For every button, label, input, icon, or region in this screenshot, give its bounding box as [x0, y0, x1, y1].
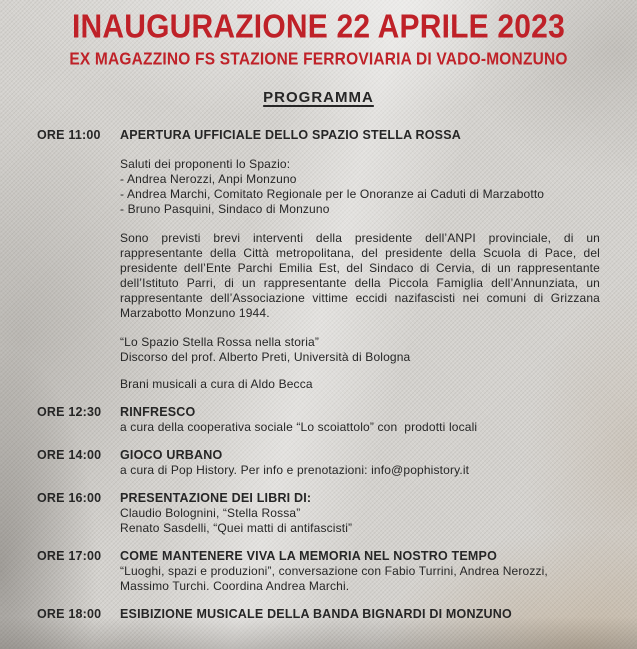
event-content: [120, 128, 600, 392]
book-line: Claudio Bolognini, “Stella Rossa”: [120, 506, 301, 520]
schedule-row-17-00: [37, 549, 600, 594]
event-title: COME MANTENERE VIVA LA MEMORIA NEL NOSTRO TEMPO: [120, 549, 498, 563]
time-label: ORE 16:00: [37, 491, 102, 505]
event-title: RINFRESCO: [120, 405, 196, 419]
event-detail-line: a cura della cooperativa sociale “Lo scoiattolo” con prodotti locali: [120, 420, 478, 434]
program-heading: PROGRAMMA: [263, 89, 374, 106]
event-title: ESIBIZIONE MUSICALE DELLA BANDA BIGNARDI DI MONZUNO: [120, 607, 512, 621]
schedule-row-16-00: [37, 491, 600, 536]
poster-header: [0, 0, 637, 107]
program-schedule: [0, 128, 637, 622]
book-line: Renato Sasdelli, “Quei matti di antifascisti”: [120, 521, 353, 535]
speaker-line: - Bruno Pasquini, Sindaco di Monzuno: [120, 202, 330, 216]
schedule-row-14-00: [37, 448, 600, 478]
schedule-row-11-00: [37, 128, 600, 392]
speaker-line: - Andrea Nerozzi, Anpi Monzuno: [120, 172, 297, 186]
event-content: [120, 607, 600, 622]
speaker-line: - Andrea Marchi, Comitato Regionale per le Onoranze ai Caduti di Marzabotto: [120, 187, 545, 201]
poster-subtitle: EX MAGAZZINO FS STAZIONE FERROVIARIA DI VADO-MONZUNO: [69, 50, 568, 70]
time-label: ORE 17:00: [37, 549, 102, 563]
event-title: PRESENTAZIONE DEI LIBRI DI:: [120, 491, 312, 505]
time-label: ORE 14:00: [37, 448, 102, 462]
saluti-block: [120, 157, 600, 217]
event-content: [120, 405, 600, 435]
event-detail-line: “Luoghi, spazi e produzioni”, conversazione con Fabio Turrini, Andrea Nerozzi, Massimo Turchi. Coordina Andrea Marchi.: [120, 564, 548, 593]
discorso-block: [120, 335, 600, 365]
music-line: Brani musicali a cura di Aldo Becca: [120, 377, 313, 391]
schedule-row-18-00: [37, 607, 600, 622]
event-title: GIOCO URBANO: [120, 448, 223, 462]
event-content: [120, 491, 600, 536]
event-title: APERTURA UFFICIALE DELLO SPAZIO STELLA ROSSA: [120, 128, 461, 142]
time-label: ORE 11:00: [37, 128, 101, 142]
event-content: [120, 549, 600, 594]
interventi-paragraph: Sono previsti brevi interventi della presidente dell’ANPI provinciale, di un rappresentante della Città metropolitana, del presidente della Scuola di Pace, del presidente dell’Ente Parchi Emilia Est, del Sindaco di Cervia, di un rappresentante dell’Istituto Parri, di un rappresentante della Piccola Famiglia dell’Annunziata, un rappresentante dell’Associazione vittime eccidi nazifascisti nei comuni di Grizzana Marzabotto Monzuno 1944.: [120, 231, 600, 320]
lecture-speaker-line: Discorso del prof. Alberto Preti, Università di Bologna: [120, 350, 411, 364]
lecture-title-line: “Lo Spazio Stella Rossa nella storia”: [120, 335, 319, 349]
event-content: [120, 448, 600, 478]
poster-title: INAUGURAZIONE 22 APRILE 2023: [72, 9, 565, 46]
event-detail-line: Saluti dei proponenti lo Spazio:: [120, 157, 291, 171]
time-label: ORE 12:30: [37, 405, 102, 419]
time-label: ORE 18:00: [37, 607, 102, 621]
event-detail-line: a cura di Pop History. Per info e prenotazioni: info@pophistory.it: [120, 463, 470, 477]
schedule-row-12-30: [37, 405, 600, 435]
